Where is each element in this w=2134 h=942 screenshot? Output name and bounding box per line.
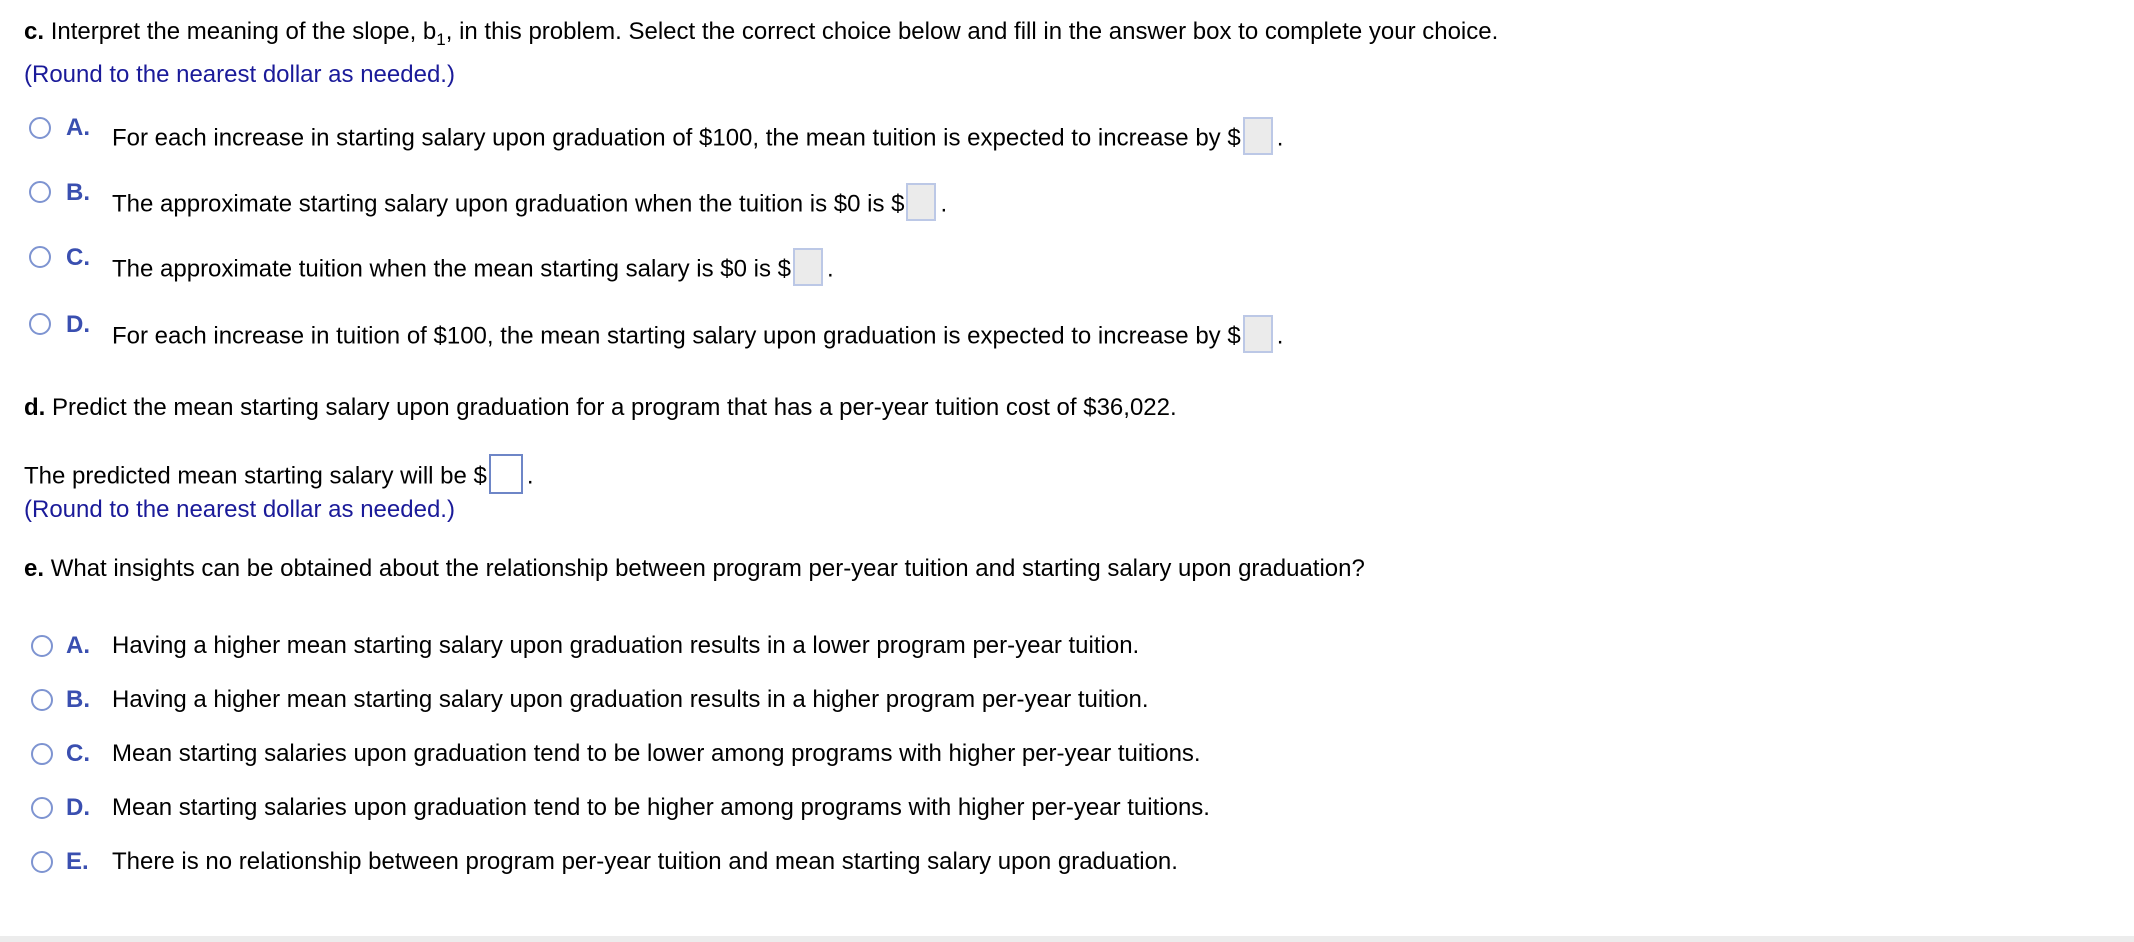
part-e-option-b-text: Having a higher mean starting salary upon graduation results in a higher program per-year tuition.	[112, 686, 1149, 713]
part-e-option-c-text: Mean starting salaries upon graduation tend to be lower among programs with higher per-year tuitions.	[112, 740, 1201, 767]
part-e-option-d-letter: D.	[66, 794, 90, 821]
part-c-option-c: The approximate tuition when the mean starting salary is $0 is $ .	[112, 251, 834, 289]
part-c-option-b-letter: B.	[66, 179, 90, 206]
bottom-divider	[0, 936, 2134, 942]
part-e-option-d-radio[interactable]	[31, 797, 53, 819]
slope-subscript: 1	[436, 30, 446, 49]
part-c-option-d-answer-box[interactable]	[1243, 315, 1273, 353]
part-c-option-d-radio[interactable]	[29, 313, 51, 335]
part-c-option-b: The approximate starting salary upon graduation when the tuition is $0 is $ .	[112, 186, 947, 224]
part-e-option-b-letter: B.	[66, 686, 90, 713]
part-c-question-text-pre: Interpret the meaning of the slope, b	[50, 18, 437, 45]
part-e-question-text: What insights can be obtained about the relationship between program per-year tuition and starting salary upon graduation?	[50, 555, 1365, 582]
part-e-option-d-text: Mean starting salaries upon graduation tend to be higher among programs with higher per-year tuitions.	[112, 794, 1210, 821]
part-e-option-c-radio[interactable]	[31, 743, 53, 765]
part-c-question	[24, 18, 1499, 49]
part-c-option-a: For each increase in starting salary upon graduation of $100, the mean tuition is expected to increase by $ .	[112, 120, 1283, 158]
part-c-option-d: For each increase in tuition of $100, the mean starting salary upon graduation is expected to increase by $ .	[112, 318, 1283, 356]
part-e-option-e-radio[interactable]	[31, 851, 53, 873]
part-d-question	[24, 394, 1177, 422]
part-d-label: d.	[24, 394, 46, 421]
part-e-option-a-text: Having a higher mean starting salary upon graduation results in a lower program per-year tuition.	[112, 632, 1140, 659]
part-c-option-a-answer-box[interactable]	[1243, 117, 1273, 155]
part-e-option-b-radio[interactable]	[31, 689, 53, 711]
part-d-answer-box[interactable]	[489, 454, 523, 494]
part-e-option-c-letter: C.	[66, 740, 90, 767]
part-d-answer-line: The predicted mean starting salary will be $ .	[24, 457, 534, 497]
part-c-option-b-radio[interactable]	[29, 181, 51, 203]
part-e-option-a-radio[interactable]	[31, 635, 53, 657]
part-e-label: e.	[24, 555, 45, 582]
part-c-option-b-answer-box[interactable]	[906, 183, 936, 221]
part-c-option-c-answer-box[interactable]	[793, 248, 823, 286]
part-e-question	[24, 555, 1365, 583]
part-e-option-e-letter: E.	[66, 848, 89, 875]
part-c-option-c-letter: C.	[66, 244, 90, 271]
part-c-option-a-radio[interactable]	[29, 117, 51, 139]
part-c-question-text-post: , in this problem. Select the correct choice below and fill in the answer box to complete your choice.	[445, 18, 1499, 45]
part-c-label: c.	[24, 18, 45, 45]
part-e-option-a-letter: A.	[66, 632, 90, 659]
part-d-question-text: Predict the mean starting salary upon graduation for a program that has a per-year tuition cost of $36,022.	[52, 394, 1177, 421]
part-c-option-d-letter: D.	[66, 311, 90, 338]
part-c-option-c-radio[interactable]	[29, 246, 51, 268]
part-d-rounding-note: (Round to the nearest dollar as needed.)	[24, 496, 455, 523]
part-e-option-e-text: There is no relationship between program per-year tuition and mean starting salary upon graduation.	[112, 848, 1178, 875]
part-c-option-a-letter: A.	[66, 114, 90, 141]
part-c-rounding-note: (Round to the nearest dollar as needed.)	[24, 61, 455, 88]
